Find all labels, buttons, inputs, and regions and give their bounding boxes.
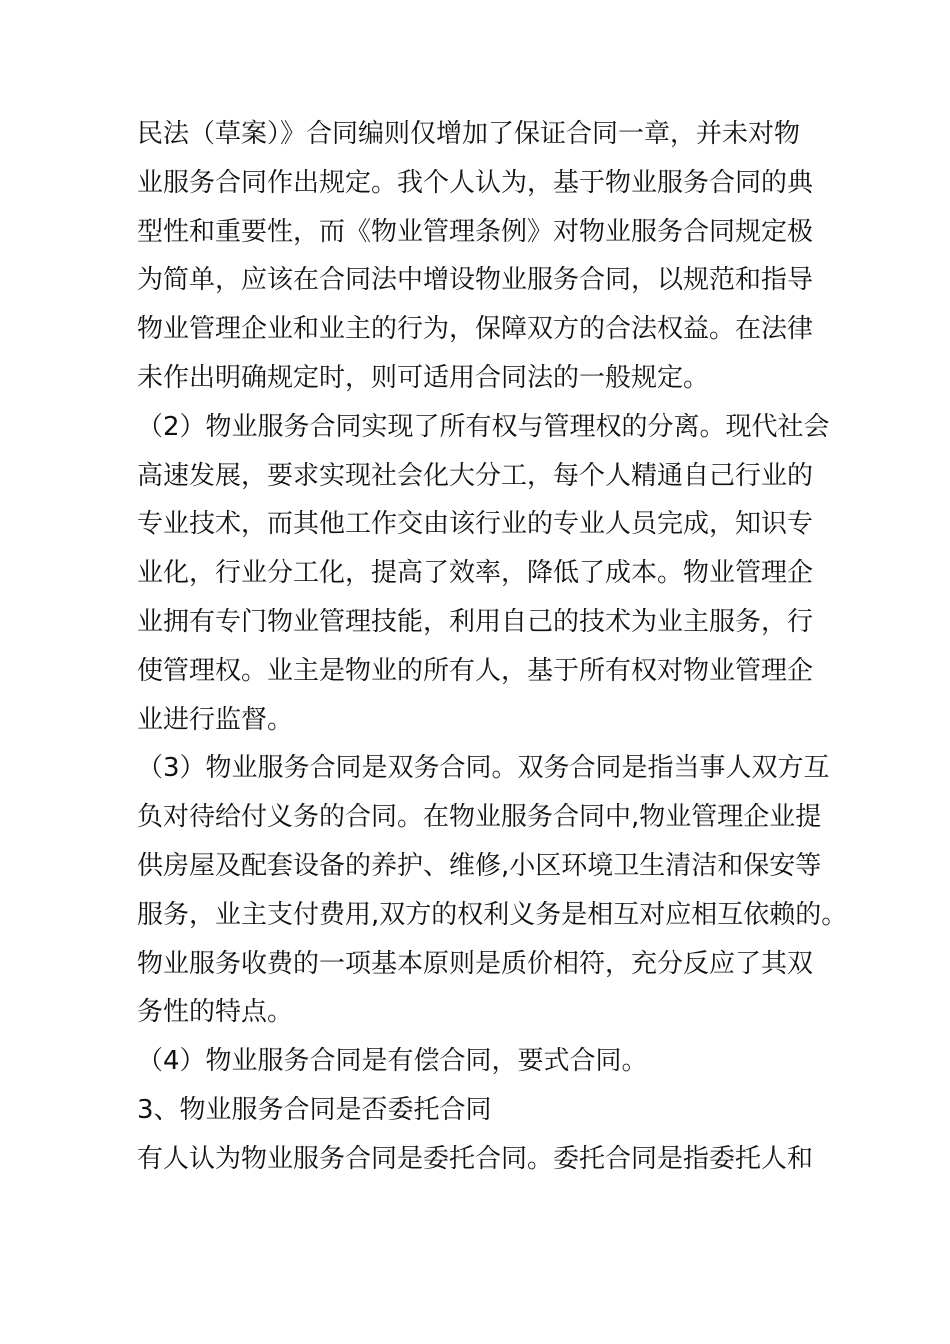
paragraph-entrustment bbox=[137, 1135, 827, 1184]
text-line: （4）物业服务合同是有偿合同，要式合同。 bbox=[137, 1046, 648, 1077]
text-line: 负对待给付义务的合同。在物业服务合同中,物业管理企业提 bbox=[137, 802, 822, 833]
text-line: 型性和重要性，而《物业管理条例》对物业服务合同规定极 bbox=[137, 216, 814, 247]
paragraph-item-3 bbox=[137, 744, 848, 1037]
text-line: 务性的特点。 bbox=[137, 997, 294, 1028]
text-line: 供房屋及配套设备的养护、维修,小区环境卫生清洁和保安等 bbox=[137, 850, 822, 881]
text-line: （2）物业服务合同实现了所有权与管理权的分离。现代社会 bbox=[137, 411, 830, 442]
text-line: 物业管理企业和业主的行为，保障双方的合法权益。在法律 bbox=[137, 314, 814, 345]
paragraph-item-4 bbox=[137, 1037, 827, 1086]
text-line: 民法（草案）》合同编则仅增加了保证合同一章，并未对物 bbox=[137, 119, 801, 149]
text-line: 未作出明确规定时，则可适用合同法的一般规定。 bbox=[137, 362, 710, 393]
text-line: 物业服务收费的一项基本原则是质价相符，充分反应了其双 bbox=[137, 948, 814, 979]
text-line: 业服务合同作出规定。我个人认为，基于物业服务合同的典 bbox=[137, 167, 814, 198]
text-line: 为简单，应该在合同法中增设物业服务合同，以规范和指导 bbox=[137, 265, 814, 296]
paragraph-item-2 bbox=[137, 403, 830, 745]
paragraph-legislation bbox=[137, 110, 827, 403]
document-page bbox=[137, 110, 848, 1184]
text-line: 高速发展，要求实现社会化大分工，每个人精通自己行业的 bbox=[137, 460, 814, 491]
text-line: 使管理权。业主是物业的所有人，基于所有权对物业管理企 bbox=[137, 655, 814, 686]
text-line: 业化，行业分工化，提高了效率，降低了成本。物业管理企 bbox=[137, 558, 814, 589]
text-line: 有人认为物业服务合同是委托合同。委托合同是指委托人和 bbox=[137, 1143, 814, 1174]
section-heading bbox=[137, 1086, 827, 1135]
text-line: 服务，业主支付费用,双方的权利义务是相互对应相互依赖的。 bbox=[137, 899, 848, 930]
text-line: 业进行监督。 bbox=[137, 704, 294, 735]
text-line: 业拥有专门物业管理技能，利用自己的技术为业主服务，行 bbox=[137, 606, 814, 637]
heading-line: 3、物业服务合同是否委托合同 bbox=[137, 1094, 492, 1125]
text-line: （3）物业服务合同是双务合同。双务合同是指当事人双方互 bbox=[137, 753, 830, 784]
text-line: 专业技术，而其他工作交由该行业的专业人员完成，知识专 bbox=[137, 509, 814, 540]
